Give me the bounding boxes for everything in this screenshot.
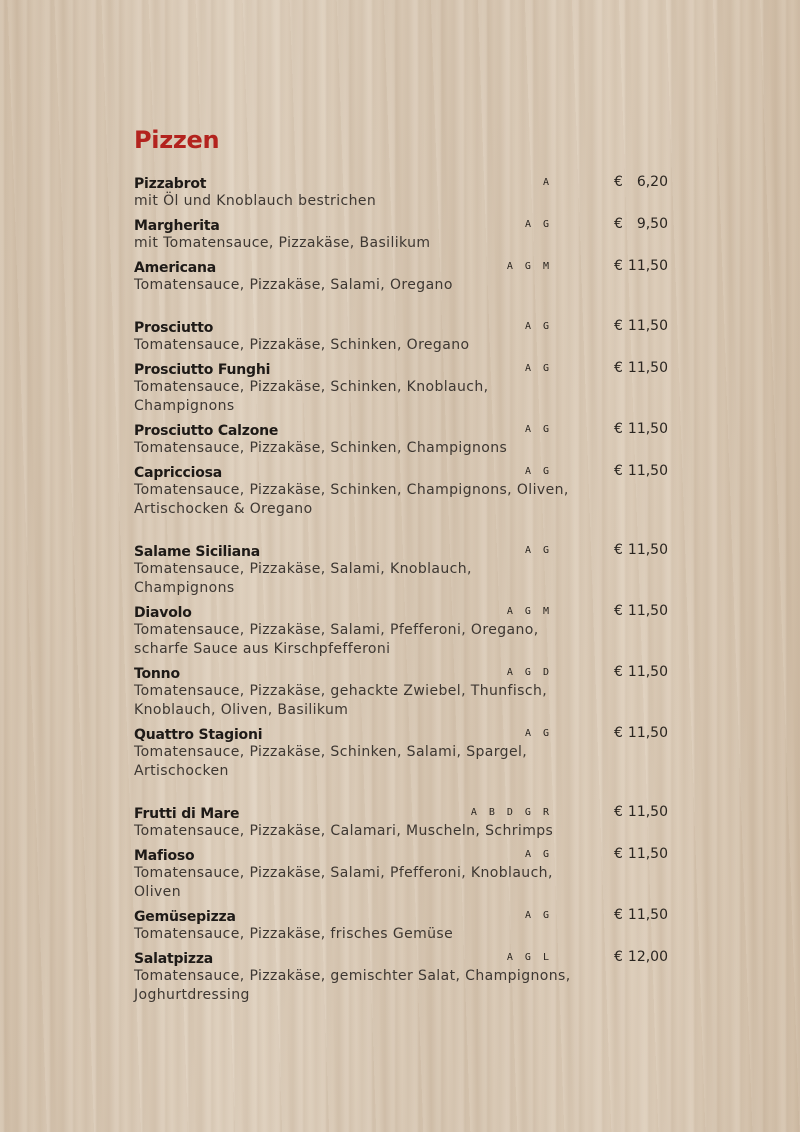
menu-item <box>134 906 668 944</box>
allergen-codes: A G <box>524 321 552 332</box>
pizza-menu <box>134 125 668 1027</box>
dish-name: Pizzabrot <box>134 176 207 192</box>
dish-description: Tomatensauce, Pizzakäse, gehackte Zwiebel, Thunfisch, Knoblauch, Oliven, Basilikum <box>134 683 548 718</box>
allergen-codes: A G <box>524 219 552 230</box>
currency-symbol: € <box>614 542 623 558</box>
menu-item-header <box>134 906 668 925</box>
dish-name: Salatpizza <box>134 951 214 967</box>
menu-item <box>134 420 668 458</box>
dish-name: Frutti di Mare <box>134 806 240 822</box>
currency-symbol: € <box>614 463 623 479</box>
dish-name: Americana <box>134 260 216 276</box>
menu-item <box>134 173 668 211</box>
dish-description: mit Tomatensauce, Pizzakäse, Basilikum <box>134 235 431 251</box>
page-title: Pizzen <box>134 126 220 154</box>
dish-name: Tonno <box>134 666 180 682</box>
dish-description: Tomatensauce, Pizzakäse, Schinken, Knoblauch, Champignons <box>134 379 489 414</box>
menu-item-header <box>134 803 668 822</box>
menu-group <box>134 803 668 1005</box>
dish-name: Gemüsepizza <box>134 909 236 925</box>
dish-description: Tomatensauce, Pizzakäse, Calamari, Muscheln, Schrimps <box>134 823 554 839</box>
menu-item-header <box>134 420 668 439</box>
currency-symbol: € <box>614 421 623 437</box>
allergen-codes: A G D <box>506 667 552 678</box>
menu-item-header <box>134 724 668 743</box>
menu-item-header <box>134 173 668 192</box>
menu-group <box>134 317 668 519</box>
currency-symbol: € <box>614 603 623 619</box>
menu-group <box>134 173 668 295</box>
allergen-codes: A G M <box>506 261 552 272</box>
dish-name: Salame Siciliana <box>134 544 260 560</box>
menu-item <box>134 317 668 355</box>
price-amount: 9,50 <box>636 216 668 232</box>
dish-description: Tomatensauce, Pizzakäse, gemischter Salat, Champignons, Joghurtdressing <box>134 968 571 1003</box>
menu-item-header <box>134 462 668 481</box>
menu-item <box>134 845 668 902</box>
currency-symbol: € <box>614 907 623 923</box>
allergen-codes: A B D G R <box>470 807 552 818</box>
menu-item-header <box>134 359 668 378</box>
currency-symbol: € <box>614 174 623 190</box>
menu-item <box>134 462 668 519</box>
price-amount: 11,50 <box>627 258 668 274</box>
menu-group <box>134 541 668 781</box>
price-amount: 11,50 <box>627 318 668 334</box>
price-amount: 11,50 <box>627 725 668 741</box>
dish-name: Prosciutto Funghi <box>134 362 271 378</box>
price-amount: 11,50 <box>627 603 668 619</box>
currency-symbol: € <box>614 949 623 965</box>
price-amount: 12,00 <box>627 949 668 965</box>
menu-item <box>134 663 668 720</box>
dish-description: Tomatensauce, Pizzakäse, Schinken, Salami, Spargel, Artischocken <box>134 744 528 779</box>
allergen-codes: A G M <box>506 606 552 617</box>
allergen-codes: A G <box>524 910 552 921</box>
price-amount: 11,50 <box>627 463 668 479</box>
allergen-codes: A G <box>524 466 552 477</box>
dish-name: Prosciutto <box>134 320 214 336</box>
menu-groups <box>134 173 668 1005</box>
price-amount: 11,50 <box>627 542 668 558</box>
dish-description: mit Öl und Knoblauch bestrichen <box>134 193 377 209</box>
menu-item-header <box>134 215 668 234</box>
dish-description: Tomatensauce, Pizzakäse, Salami, Pfefferoni, Oregano, scharfe Sauce aus Kirschpfefferoni <box>134 622 539 657</box>
dish-description: Tomatensauce, Pizzakäse, Schinken, Champignons <box>134 440 508 456</box>
allergen-codes: A G <box>524 728 552 739</box>
price-amount: 11,50 <box>627 664 668 680</box>
dish-name: Diavolo <box>134 605 192 621</box>
allergen-codes: A <box>542 177 552 188</box>
dish-name: Quattro Stagioni <box>134 727 263 743</box>
menu-item-header <box>134 257 668 276</box>
menu-item <box>134 359 668 416</box>
menu-item-header <box>134 948 668 967</box>
dish-description: Tomatensauce, Pizzakäse, Schinken, Champignons, Oliven, Artischocken & Oregano <box>134 482 569 517</box>
currency-symbol: € <box>614 258 623 274</box>
allergen-codes: A G <box>524 545 552 556</box>
allergen-codes: A G <box>524 849 552 860</box>
menu-item <box>134 215 668 253</box>
menu-item <box>134 803 668 841</box>
price-amount: 11,50 <box>627 804 668 820</box>
menu-item-header <box>134 602 668 621</box>
price-amount: 11,50 <box>627 360 668 376</box>
allergen-codes: A G <box>524 424 552 435</box>
currency-symbol: € <box>614 318 623 334</box>
currency-symbol: € <box>614 804 623 820</box>
menu-item <box>134 948 668 1005</box>
price-amount: 6,20 <box>636 174 668 190</box>
dish-description: Tomatensauce, Pizzakäse, Salami, Pfefferoni, Knoblauch, Oliven <box>134 865 553 900</box>
price-amount: 11,50 <box>627 846 668 862</box>
dish-name: Mafioso <box>134 848 195 864</box>
allergen-codes: A G <box>524 363 552 374</box>
menu-item <box>134 724 668 781</box>
dish-description: Tomatensauce, Pizzakäse, Schinken, Oregano <box>134 337 470 353</box>
menu-item-header <box>134 317 668 336</box>
currency-symbol: € <box>614 216 623 232</box>
menu-item-header <box>134 541 668 560</box>
currency-symbol: € <box>614 846 623 862</box>
allergen-codes: A G L <box>506 952 552 963</box>
price-amount: 11,50 <box>627 421 668 437</box>
menu-item-header <box>134 845 668 864</box>
currency-symbol: € <box>614 664 623 680</box>
dish-description: Tomatensauce, Pizzakäse, Salami, Oregano <box>134 277 453 293</box>
dish-name: Margherita <box>134 218 220 234</box>
menu-item <box>134 257 668 295</box>
menu-item-header <box>134 663 668 682</box>
dish-name: Capricciosa <box>134 465 223 481</box>
dish-description: Tomatensauce, Pizzakäse, Salami, Knoblauch, Champignons <box>134 561 472 596</box>
menu-item <box>134 541 668 598</box>
dish-name: Prosciutto Calzone <box>134 423 279 439</box>
price-amount: 11,50 <box>627 907 668 923</box>
currency-symbol: € <box>614 725 623 741</box>
menu-item <box>134 602 668 659</box>
dish-description: Tomatensauce, Pizzakäse, frisches Gemüse <box>134 926 454 942</box>
currency-symbol: € <box>614 360 623 376</box>
